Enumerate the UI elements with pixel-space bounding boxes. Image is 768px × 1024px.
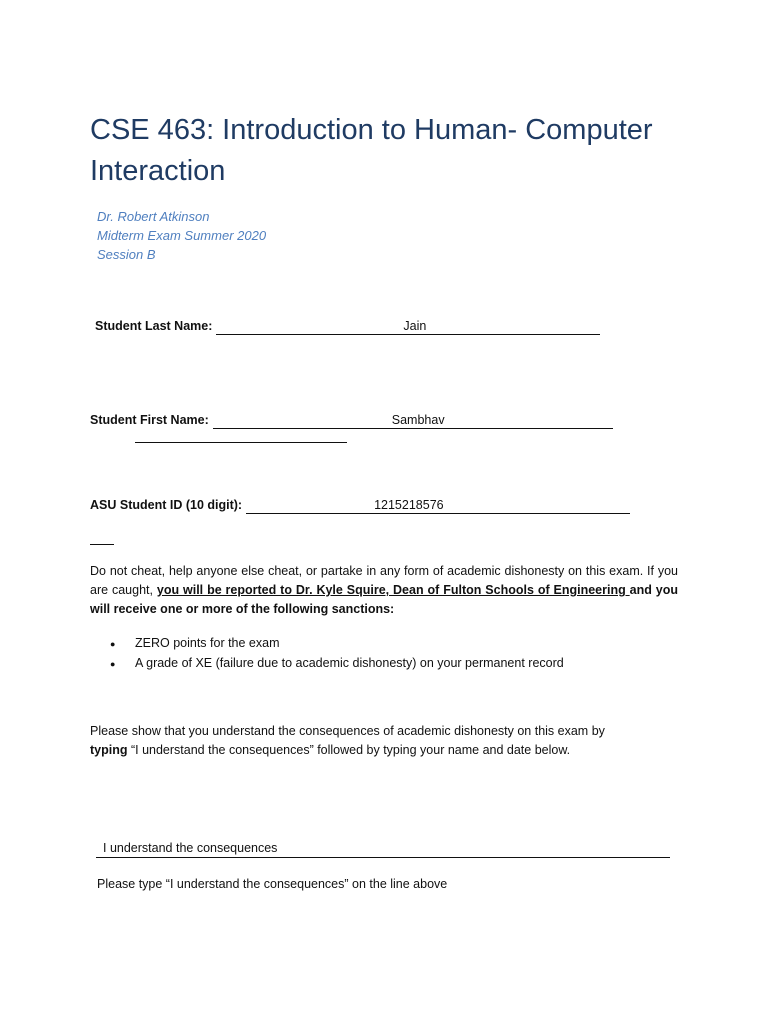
acknowledgement-value: I understand the consequences: [103, 841, 278, 855]
instructor-name: Dr. Robert Atkinson: [97, 209, 210, 224]
sanction-text: ZERO points for the exam: [135, 636, 280, 650]
last-name-value: Jain: [403, 319, 427, 333]
warning-outro: and you will receive one or more of the following sanctions:: [90, 583, 679, 616]
instructions-line-2: “I understand the consequences” followed by typing your name and date below.: [127, 743, 571, 757]
instructions-bold-word: typing: [90, 743, 128, 757]
student-id-row: [90, 496, 630, 514]
first-name-field[interactable]: [213, 412, 613, 429]
student-id-field[interactable]: [246, 497, 630, 514]
last-name-row: [95, 317, 600, 335]
first-name-continuation-line: [135, 442, 347, 443]
list-item: [110, 654, 564, 674]
session-name: Session B: [97, 247, 156, 262]
acknowledgement-field[interactable]: [96, 840, 670, 858]
bullet-icon: ●: [110, 639, 116, 649]
instructions-line-1: Please show that you understand the consequences of academic dishonesty on this exam by: [90, 724, 605, 738]
academic-integrity-warning: [90, 562, 678, 619]
exam-subtitle: [97, 207, 266, 264]
exam-name: Midterm Exam Summer 2020: [97, 228, 267, 243]
acknowledgement-hint: Please type “I understand the consequences” on the line above: [97, 877, 448, 891]
sanctions-list: [110, 634, 564, 674]
first-name-row: [90, 411, 613, 429]
first-name-value: Sambhav: [391, 413, 445, 427]
acknowledgement-instructions: [90, 722, 678, 760]
blank-short-line: [90, 544, 114, 545]
bullet-icon: ●: [110, 659, 116, 669]
document-title: CSE 463: Introduction to Human- Computer Interaction: [90, 114, 653, 187]
warning-intro: Do not cheat, help anyone else cheat, or partake in any form of academic dishonesty on this exam. If you are caught,: [90, 564, 678, 597]
first-name-label: Student First Name:: [90, 413, 209, 427]
last-name-field[interactable]: [216, 318, 600, 335]
sanction-text: A grade of XE (failure due to academic dishonesty) on your permanent record: [135, 656, 564, 670]
list-item: [110, 634, 564, 654]
last-name-label: Student Last Name:: [95, 319, 213, 333]
warning-emphasis: you will be reported to Dr. Kyle Squire, Dean of Fulton Schools of Engineering: [156, 583, 630, 597]
student-id-label: ASU Student ID (10 digit):: [90, 498, 243, 512]
student-id-value: 1215218576: [374, 498, 444, 512]
